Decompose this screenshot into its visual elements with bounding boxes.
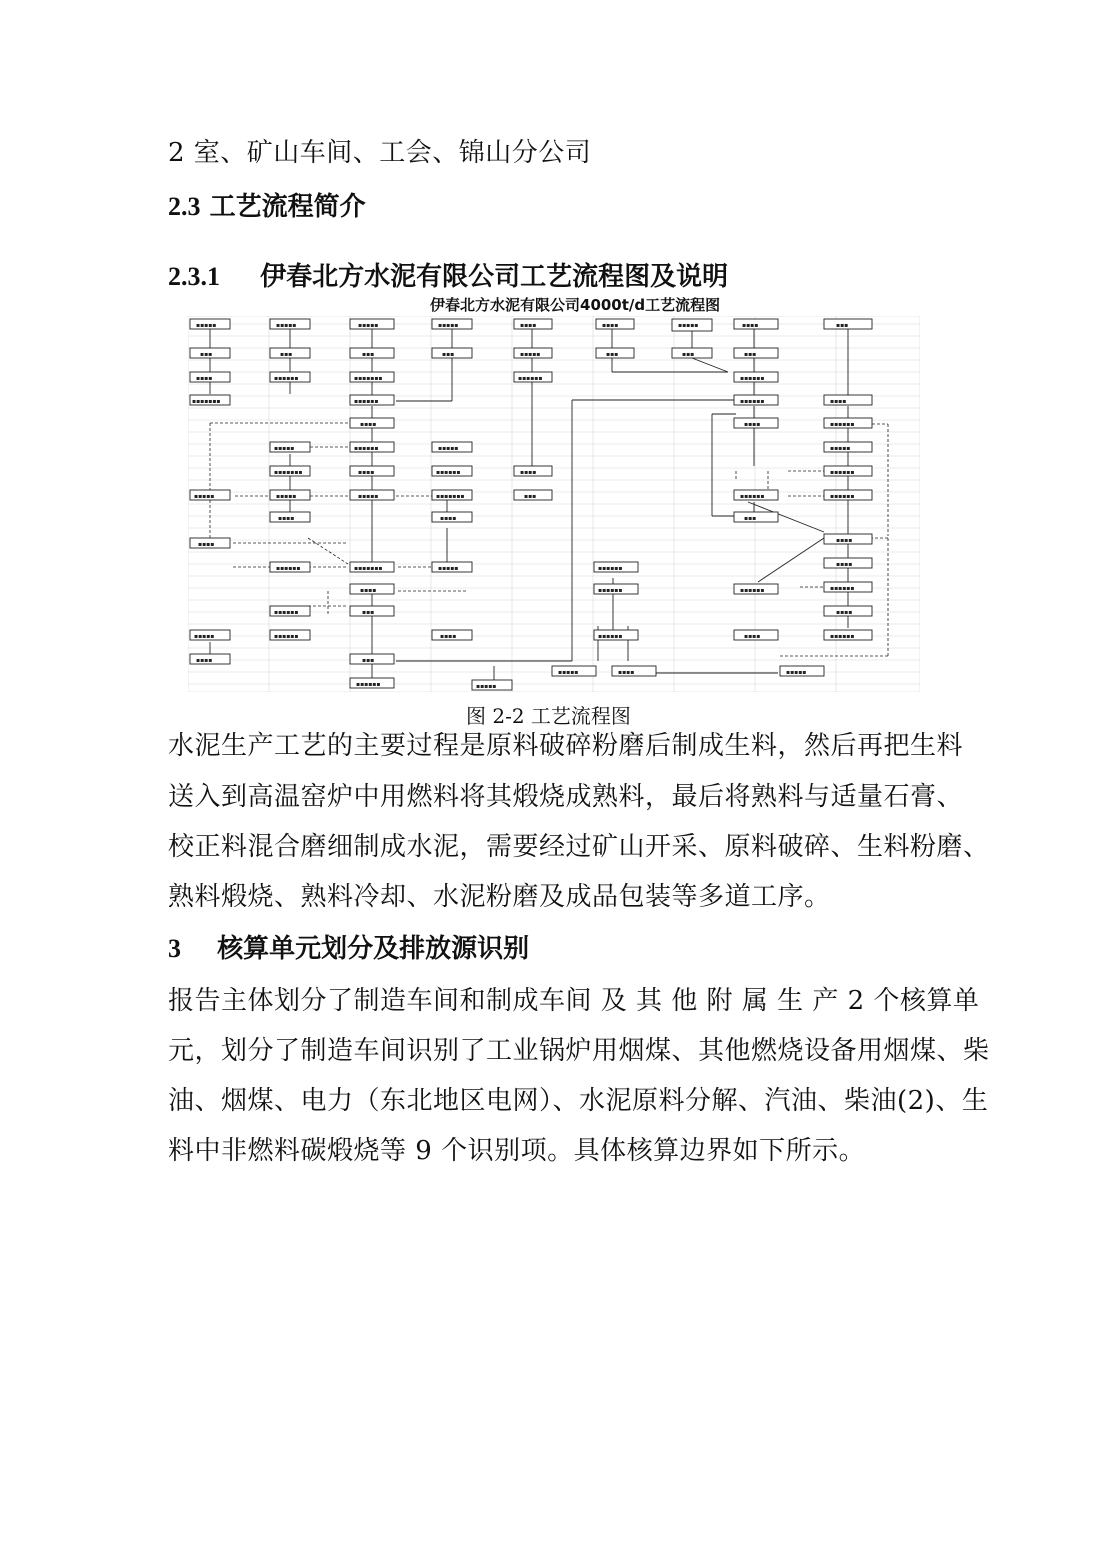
paragraph-2-line: 元，划分了制造车间识别了工业锅炉用烟煤、其他燃烧设备用烟煤、柴 [168,1036,990,1066]
svg-text:▪▪▪: ▪▪▪ [280,351,293,358]
svg-text:▪▪▪▪▪▪: ▪▪▪▪▪▪ [436,469,461,476]
svg-text:▪▪▪▪: ▪▪▪▪ [520,322,537,329]
svg-text:▪▪▪▪: ▪▪▪▪ [440,633,457,640]
svg-text:▪▪▪▪: ▪▪▪▪ [360,587,377,594]
paragraph-2-line: 报告主体划分了制造车间和制成车间 及 其 他 附 属 生 产 2 个核算单 [168,986,980,1016]
svg-text:▪▪▪▪▪▪▪: ▪▪▪▪▪▪▪ [274,469,303,476]
svg-text:▪▪▪▪▪▪: ▪▪▪▪▪▪ [598,565,623,572]
svg-text:▪▪▪▪▪: ▪▪▪▪▪ [438,445,459,452]
svg-text:▪▪▪▪▪▪: ▪▪▪▪▪▪ [740,587,765,594]
section-number: 3 [168,934,181,963]
svg-text:▪▪▪▪▪: ▪▪▪▪▪ [438,565,459,572]
svg-text:▪▪▪▪▪▪: ▪▪▪▪▪▪ [354,445,379,452]
svg-text:▪▪▪▪▪▪▪: ▪▪▪▪▪▪▪ [354,565,383,572]
svg-text:▪▪▪: ▪▪▪ [362,351,375,358]
section-title: 核算单元划分及排放源识别 [217,934,530,964]
svg-text:▪▪▪▪▪▪: ▪▪▪▪▪▪ [356,681,381,688]
svg-text:▪▪▪▪▪▪: ▪▪▪▪▪▪ [354,398,379,405]
svg-text:▪▪▪▪: ▪▪▪▪ [520,469,537,476]
svg-text:▪▪▪: ▪▪▪ [836,322,849,329]
svg-text:▪▪▪▪▪▪: ▪▪▪▪▪▪ [830,469,855,476]
svg-text:▪▪▪▪: ▪▪▪▪ [278,515,295,522]
svg-text:▪▪▪▪▪: ▪▪▪▪▪ [358,493,379,500]
svg-text:▪▪▪: ▪▪▪ [442,351,455,358]
svg-text:▪▪▪▪▪▪: ▪▪▪▪▪▪ [598,587,623,594]
svg-text:▪▪▪▪▪▪: ▪▪▪▪▪▪ [598,633,623,640]
svg-text:▪▪▪: ▪▪▪ [606,351,619,358]
svg-text:▪▪▪▪: ▪▪▪▪ [744,421,761,428]
svg-text:▪▪▪: ▪▪▪ [524,493,537,500]
svg-text:▪▪▪▪▪: ▪▪▪▪▪ [358,322,379,329]
svg-text:▪▪▪▪▪: ▪▪▪▪▪ [830,445,851,452]
svg-text:▪▪▪▪: ▪▪▪▪ [196,657,213,664]
process-flowchart [188,316,920,692]
svg-text:▪▪▪▪▪▪: ▪▪▪▪▪▪ [740,398,765,405]
svg-text:▪▪▪▪▪: ▪▪▪▪▪ [274,445,295,452]
svg-text:▪▪▪▪▪▪: ▪▪▪▪▪▪ [518,375,543,382]
svg-text:▪▪▪▪▪▪: ▪▪▪▪▪▪ [276,565,301,572]
svg-text:▪▪▪▪▪: ▪▪▪▪▪ [678,322,699,329]
svg-text:▪▪▪▪▪: ▪▪▪▪▪ [786,669,807,676]
svg-text:▪▪▪▪: ▪▪▪▪ [602,322,619,329]
svg-text:▪▪▪▪: ▪▪▪▪ [618,669,635,676]
section-title: 工艺流程简介 [209,192,366,222]
svg-text:▪▪▪▪▪: ▪▪▪▪▪ [476,683,497,690]
paragraph-2-line: 油、烟煤、电力（东北地区电网）、水泥原料分解、汽油、柴油(2)、生 [168,1086,989,1116]
svg-text:▪▪▪▪: ▪▪▪▪ [196,375,213,382]
section-3-heading [168,928,529,965]
svg-text:▪▪▪▪: ▪▪▪▪ [836,537,853,544]
svg-text:▪▪▪▪▪▪: ▪▪▪▪▪▪ [740,375,765,382]
section-2-3-heading [168,186,366,223]
svg-text:▪▪▪▪▪: ▪▪▪▪▪ [276,322,297,329]
svg-text:▪▪▪▪: ▪▪▪▪ [360,421,377,428]
svg-text:▪▪▪▪▪: ▪▪▪▪▪ [276,493,297,500]
svg-text:▪▪▪▪▪: ▪▪▪▪▪ [194,493,215,500]
svg-text:▪▪▪: ▪▪▪ [744,351,757,358]
section-number: 2.3 [168,192,201,221]
svg-text:▪▪▪▪: ▪▪▪▪ [742,322,759,329]
section-number: 2.3.1 [168,262,220,291]
svg-text:▪▪▪▪: ▪▪▪▪ [744,633,761,640]
svg-text:▪▪▪▪▪▪▪: ▪▪▪▪▪▪▪ [436,493,465,500]
svg-text:▪▪▪▪▪▪▪: ▪▪▪▪▪▪▪ [192,398,221,405]
svg-text:▪▪▪: ▪▪▪ [362,609,375,616]
svg-text:▪▪▪: ▪▪▪ [362,657,375,664]
svg-text:▪▪▪▪: ▪▪▪▪ [440,515,457,522]
svg-text:▪▪▪▪▪▪: ▪▪▪▪▪▪ [830,421,855,428]
svg-text:▪▪▪▪▪: ▪▪▪▪▪ [520,351,541,358]
svg-text:▪▪▪▪▪: ▪▪▪▪▪ [438,322,459,329]
svg-text:▪▪▪▪▪▪: ▪▪▪▪▪▪ [830,493,855,500]
svg-text:▪▪▪▪▪▪: ▪▪▪▪▪▪ [740,493,765,500]
svg-text:▪▪▪▪▪▪▪: ▪▪▪▪▪▪▪ [354,375,383,382]
svg-text:▪▪▪▪▪: ▪▪▪▪▪ [196,322,217,329]
svg-text:▪▪▪▪▪▪: ▪▪▪▪▪▪ [274,375,299,382]
svg-text:▪▪▪▪▪▪: ▪▪▪▪▪▪ [274,609,299,616]
svg-text:▪▪▪: ▪▪▪ [200,351,213,358]
svg-text:▪▪▪▪▪▪: ▪▪▪▪▪▪ [830,585,855,592]
svg-text:▪▪▪▪▪: ▪▪▪▪▪ [194,633,215,640]
svg-text:▪▪▪: ▪▪▪ [744,515,757,522]
svg-text:▪▪▪: ▪▪▪ [682,351,695,358]
paragraph-1-line: 送入到高温窑炉中用燃料将其煅烧成熟料，最后将熟料与适量石膏、 [168,782,964,812]
svg-text:▪▪▪▪▪: ▪▪▪▪▪ [558,669,579,676]
svg-text:▪▪▪▪▪▪: ▪▪▪▪▪▪ [830,633,855,640]
section-title: 伊春北方水泥有限公司工艺流程图及说明 [260,262,729,292]
paragraph-2-line: 料中非燃料碳煅烧等 9 个识别项。具体核算边界如下所示。 [168,1136,866,1166]
svg-text:▪▪▪▪▪▪: ▪▪▪▪▪▪ [274,633,299,640]
svg-text:▪▪▪▪: ▪▪▪▪ [358,469,375,476]
section-2-3-1-heading [168,256,728,293]
svg-text:▪▪▪▪: ▪▪▪▪ [830,398,847,405]
paragraph-1-line: 水泥生产工艺的主要过程是原料破碎粉磨后制成生料，然后再把生料 [168,731,964,761]
paragraph-1-line: 熟料煅烧、熟料冷却、水泥粉磨及成品包装等多道工序。 [168,882,831,912]
svg-text:▪▪▪▪: ▪▪▪▪ [198,541,215,548]
flowchart-title: 伊春北方水泥有限公司4000t/d工艺流程图 [430,296,721,314]
svg-text:▪▪▪▪: ▪▪▪▪ [836,561,853,568]
top-line: 2 室、矿山车间、工会、锦山分公司 [168,138,592,168]
figure-caption: 图 2-2 工艺流程图 [466,704,631,728]
svg-text:▪▪▪▪: ▪▪▪▪ [836,609,853,616]
paragraph-1-line: 校正料混合磨细制成水泥，需要经过矿山开采、原料破碎、生料粉磨、 [168,832,990,862]
